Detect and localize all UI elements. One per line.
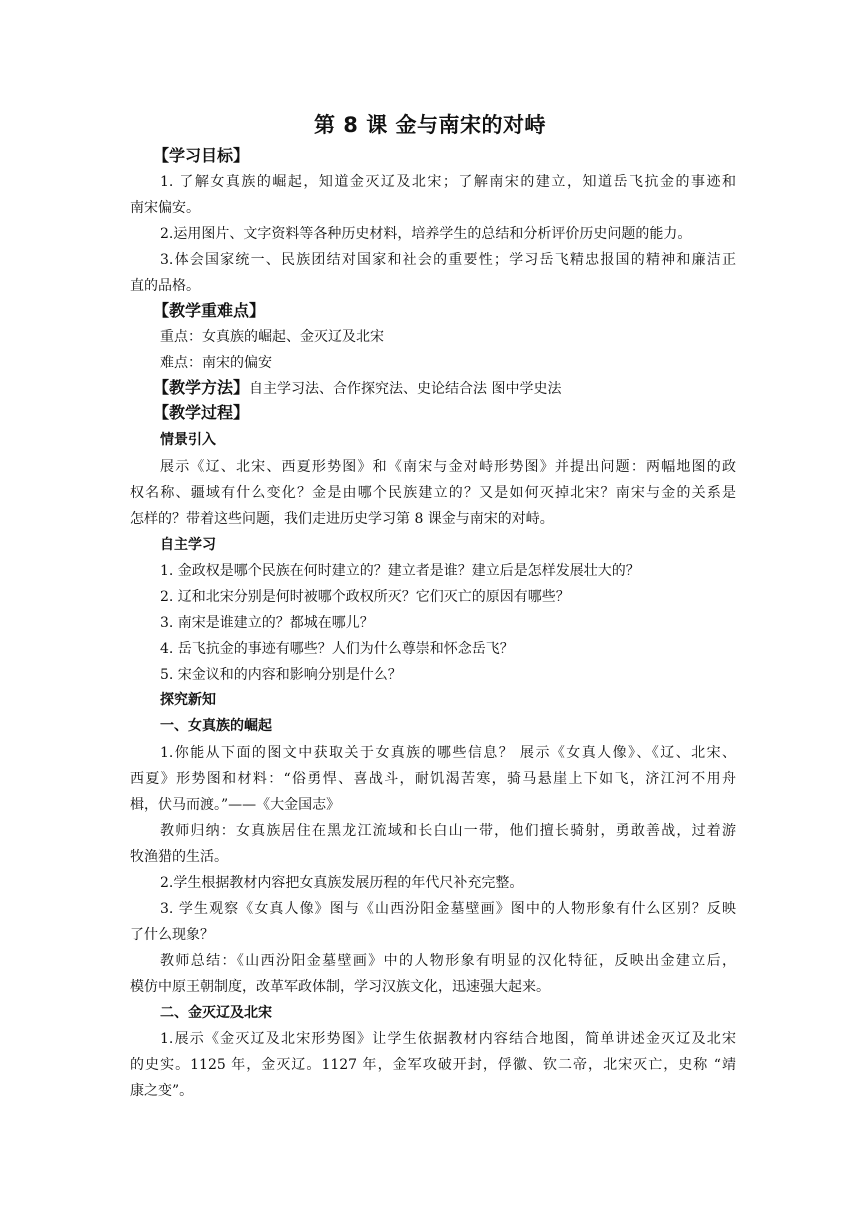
part-1-item-3-line-2: 了什么现象？ bbox=[130, 927, 214, 943]
methods-row bbox=[153, 380, 759, 397]
methods-heading: 【教学方法】 bbox=[153, 378, 250, 397]
objective-3-line-2: 直的品格。 bbox=[130, 278, 200, 294]
methods-text: 自主学习法、合作探究法、史论结合法 图中学史法 bbox=[249, 381, 562, 397]
explore-heading: 探究新知 bbox=[160, 692, 216, 708]
part-2-heading: 二、金灭辽及北宋 bbox=[160, 1005, 272, 1021]
part-1-item-3-line-1: 3. 学生观察《女真人像》图与《山西汾阳金墓壁画》图中的人物形象有什么区别？反映 bbox=[160, 901, 736, 917]
page-title: 第 8 课 金与南宋的对峙 bbox=[313, 113, 547, 137]
objective-3-line-1: 3.体会国家统一、民族团结对国家和社会的重要性；学习岳飞精忠报国的精神和廉洁正 bbox=[160, 252, 736, 268]
intro-line-2: 权名称、疆域有什么变化？金是由哪个民族建立的？又是如何灭掉北宋？南宋与金的关系是 bbox=[130, 485, 736, 501]
question-2: 2. 辽和北宋分别是何时被哪个政权所灭？它们灭亡的原因有哪些？ bbox=[160, 589, 570, 605]
part-1-item-1-line-3: 楫，伏马而渡。”——《大金国志》 bbox=[130, 797, 341, 813]
keypoints-heading: 【教学重难点】 bbox=[153, 301, 266, 320]
question-5: 5. 宋金议和的内容和影响分别是什么？ bbox=[160, 667, 402, 683]
intro-line-3: 怎样的？带着这些问题，我们走进历史学习第 8 课金与南宋的对峙。 bbox=[130, 511, 554, 527]
teacher-summary-1-line-1: 教师归纳：女真族居住在黑龙江流域和长白山一带，他们擅长骑射，勇敢善战，过着游 bbox=[160, 823, 736, 839]
teacher-summary-2-line-2: 模仿中原王朝制度，改革军政体制，学习汉族文化，迅速强大起来。 bbox=[130, 979, 550, 995]
self-study-heading: 自主学习 bbox=[160, 537, 216, 553]
objective-1-line-2: 南宋偏安。 bbox=[130, 200, 200, 216]
intro-line-1: 展示《辽、北宋、西夏形势图》和《南宋与金对峙形势图》并提出问题：两幅地图的政 bbox=[160, 459, 736, 475]
key-point: 重点：女真族的崛起、金灭辽及北宋 bbox=[160, 329, 384, 345]
process-heading: 【教学过程】 bbox=[153, 403, 250, 422]
part-2-item-1-line-1: 1.展示《金灭辽及北宋形势图》让学生依据教材内容结合地图，简单讲述金灭辽及北宋 bbox=[160, 1031, 736, 1047]
part-1-item-1-line-1: 1.你能从下面的图文中获取关于女真族的哪些信息？ 展示《女真人像》、《辽、北宋、 bbox=[160, 745, 736, 761]
part-2-item-1-line-2: 的史实。1125 年，金灭辽。1127 年，金军攻破开封，俘徽、钦二帝，北宋灭亡，史称 “靖 bbox=[130, 1057, 736, 1073]
part-2-item-1-line-3: 康之变”。 bbox=[130, 1083, 194, 1099]
objective-1-line-1: 1. 了解女真族的崛起，知道金灭辽及北宋；了解南宋的建立，知道岳飞抗金的事迹和 bbox=[160, 174, 736, 190]
intro-heading: 情景引入 bbox=[160, 432, 216, 448]
teacher-summary-2-line-1: 教师总结：《山西汾阳金墓壁画》中的人物形象有明显的汉化特征，反映出金建立后， bbox=[160, 953, 736, 969]
part-1-item-2: 2.学生根据教材内容把女真族发展历程的年代尺补充完整。 bbox=[160, 875, 524, 891]
objectives-heading: 【学习目标】 bbox=[153, 146, 250, 165]
question-4: 4. 岳飞抗金的事迹有哪些？人们为什么尊崇和怀念岳飞？ bbox=[160, 641, 514, 657]
part-1-item-1-line-2: 西夏》形势图和材料：“俗勇悍、喜战斗，耐饥渴苦寒，骑马悬崖上下如飞，济江河不用舟 bbox=[130, 771, 736, 787]
objective-2: 2.运用图片、文字资料等各种历史材料，培养学生的总结和分析评价历史问题的能力。 bbox=[160, 226, 692, 242]
difficulty-point: 难点：南宋的偏安 bbox=[160, 355, 272, 371]
question-1: 1. 金政权是哪个民族在何时建立的？建立者是谁？建立后是怎样发展壮大的？ bbox=[160, 563, 640, 579]
part-1-heading: 一、女真族的崛起 bbox=[160, 718, 272, 734]
question-3: 3. 南宋是谁建立的？都城在哪儿？ bbox=[160, 615, 374, 631]
teacher-summary-1-line-2: 牧渔猎的生活。 bbox=[130, 849, 228, 865]
